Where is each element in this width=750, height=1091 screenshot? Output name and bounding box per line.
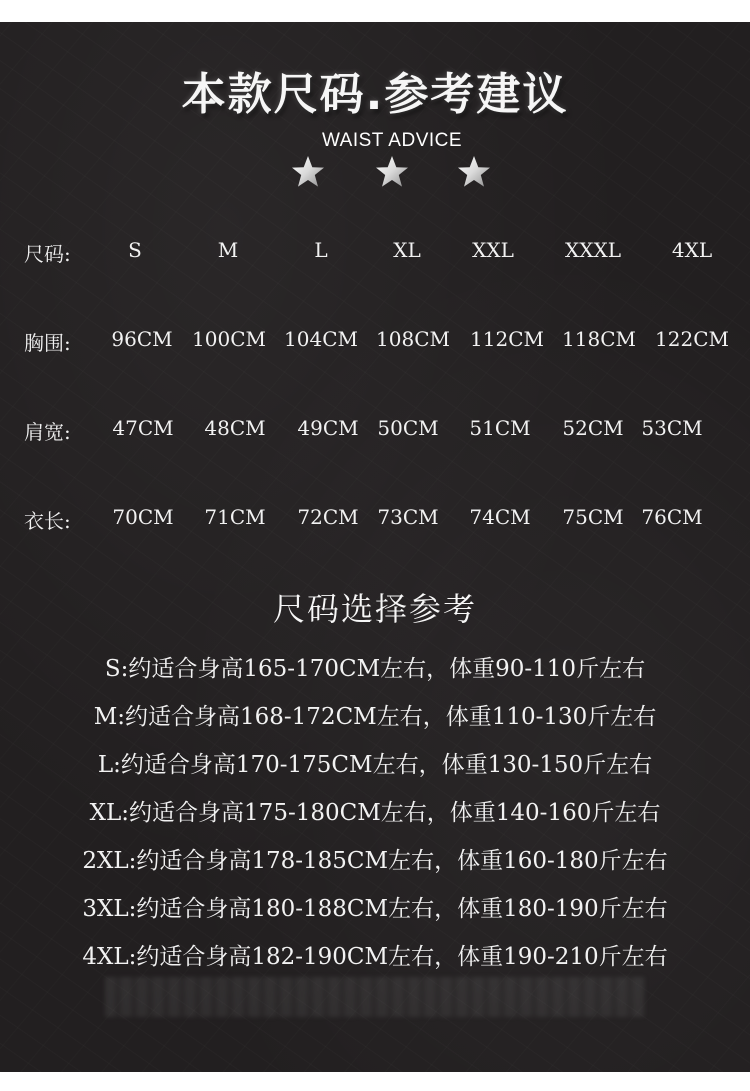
reference-line: 3XL:约适合身高180-188CM左右，体重180-190斤左右: [82, 896, 668, 922]
star-icon: [290, 154, 326, 190]
table-cell: 104CM: [284, 327, 358, 351]
table-cell: 75CM: [562, 505, 624, 529]
length-row: [0, 505, 750, 535]
table-cell: 52CM: [562, 416, 624, 440]
table-cell: 73CM: [377, 505, 439, 529]
table-cell: XXL: [472, 238, 514, 262]
table-cell: 4XL: [671, 238, 713, 262]
page-subtitle: WAIST ADVICE: [321, 130, 463, 151]
reference-line: L:约适合身高170-175CM左右，体重130-150斤左右: [97, 752, 653, 778]
table-cell: 96CM: [111, 327, 173, 351]
reference-line: 2XL:约适合身高178-185CM左右，体重160-180斤左右: [82, 848, 668, 874]
table-cell: 48CM: [204, 416, 266, 440]
table-cell: 122CM: [655, 327, 729, 351]
table-cell: 50CM: [377, 416, 439, 440]
row-label-length: 衣长:: [24, 509, 71, 533]
size-row: [0, 238, 750, 268]
table-cell: 112CM: [470, 327, 544, 351]
table-cell: 74CM: [469, 505, 531, 529]
size-chart-panel: [0, 22, 750, 1072]
table-cell: 72CM: [297, 505, 359, 529]
row-label-shoulder: 肩宽:: [24, 420, 71, 444]
table-cell: 100CM: [192, 327, 266, 351]
reference-line: XL:约适合身高175-180CM左右，体重140-160斤左右: [89, 800, 661, 826]
table-cell: 53CM: [641, 416, 703, 440]
page-title: 本款尺码.参考建议: [181, 69, 569, 120]
table-cell: XXXL: [565, 238, 621, 262]
reference-title: 尺码选择参考: [272, 590, 477, 628]
faded-watermark: [105, 977, 645, 1017]
table-cell: 108CM: [376, 327, 450, 351]
table-cell: XL: [393, 238, 421, 262]
star-icon: [456, 154, 492, 190]
table-cell: 70CM: [112, 505, 174, 529]
shoulder-row: [0, 416, 750, 446]
star-icon: [374, 154, 410, 190]
table-cell: 71CM: [204, 505, 266, 529]
row-label-size: 尺码:: [24, 242, 71, 266]
reference-line: 4XL:约适合身高182-190CM左右，体重190-210斤左右: [82, 944, 668, 970]
row-label-chest: 胸围:: [24, 331, 71, 355]
star-rating: [290, 154, 490, 194]
table-cell: 76CM: [641, 505, 703, 529]
reference-line: S:约适合身高165-170CM左右，体重90-110斤左右: [104, 656, 646, 682]
table-cell: 118CM: [562, 327, 636, 351]
table-cell: 49CM: [297, 416, 359, 440]
table-cell: L: [314, 238, 328, 262]
table-cell: S: [128, 238, 142, 262]
chest-row: [0, 327, 750, 357]
table-cell: 47CM: [112, 416, 174, 440]
table-cell: M: [217, 238, 239, 262]
table-cell: 51CM: [469, 416, 531, 440]
reference-line: M:约适合身高168-172CM左右，体重110-130斤左右: [93, 704, 657, 730]
